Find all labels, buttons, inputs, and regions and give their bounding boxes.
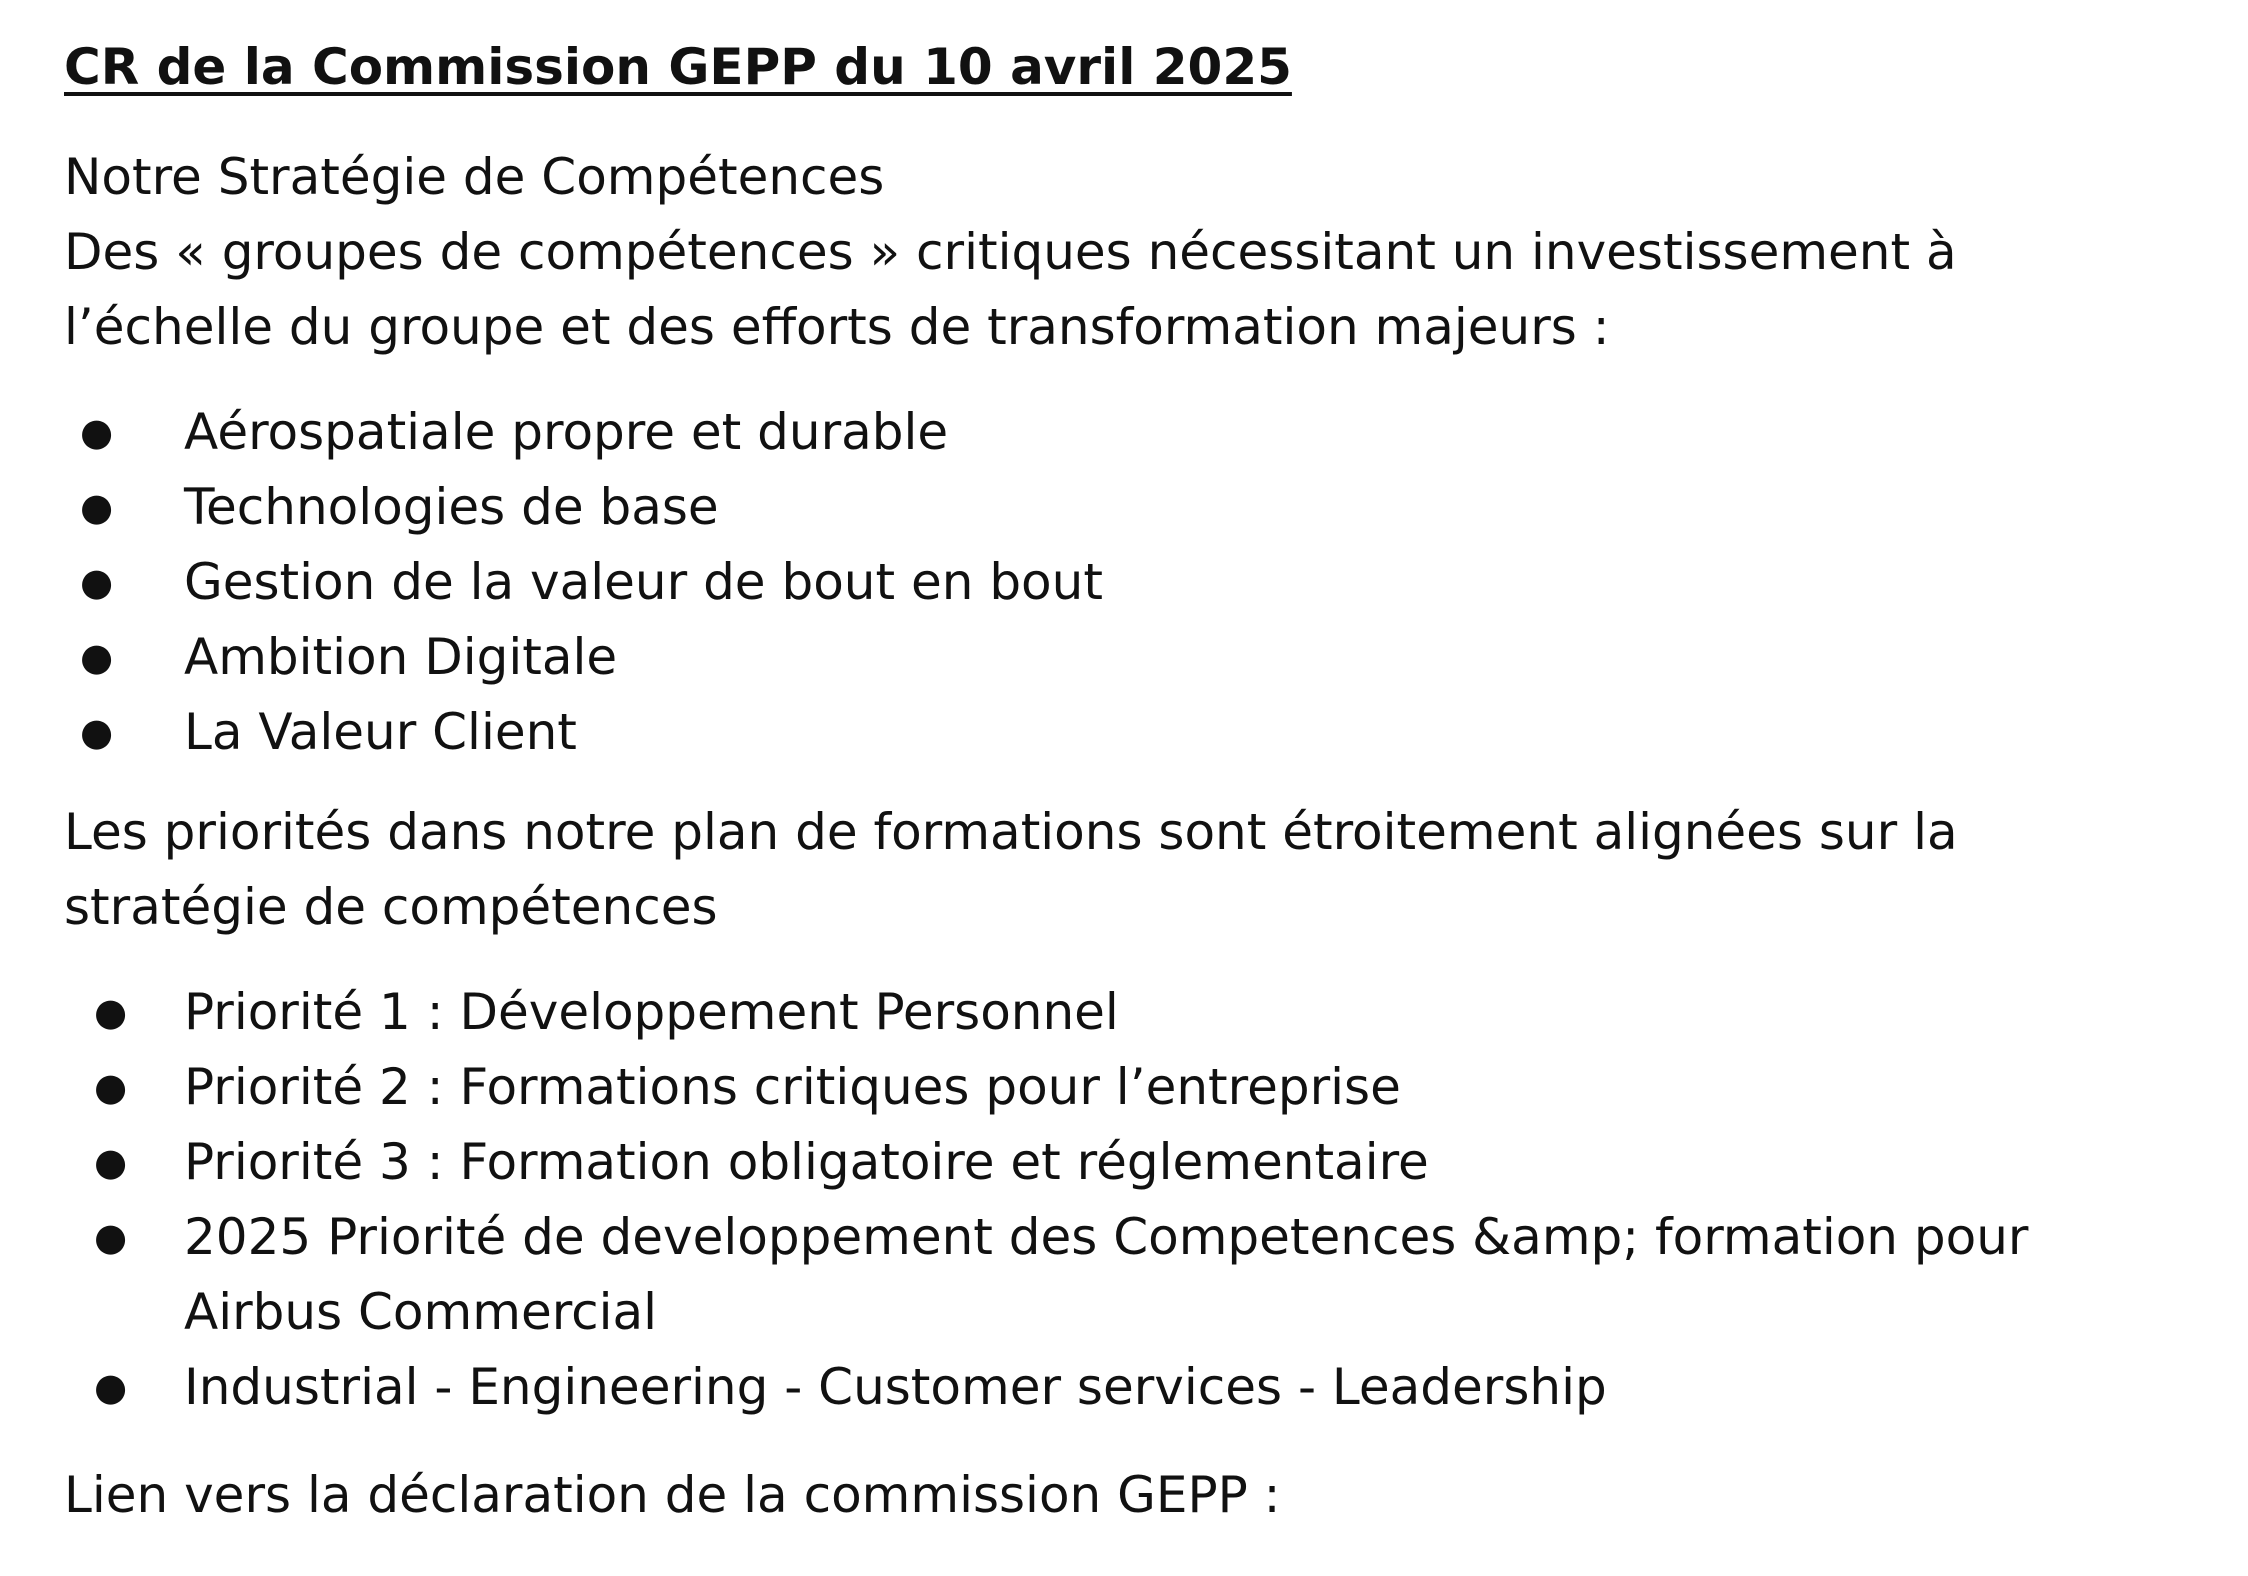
bullet-icon: ●: [80, 560, 114, 604]
list-item-text: Gestion de la valeur de bout en bout: [184, 553, 1103, 611]
list-item-text: Priorité 2 : Formations critiques pour l’entreprise: [184, 1058, 1401, 1116]
groups-intro: [64, 215, 2164, 365]
bullet-icon: ●: [94, 1215, 128, 1259]
bullet-icon: ●: [94, 1365, 128, 1409]
priorities-intro-text: Les priorités dans notre plan de formations sont étroitement alignées sur la stratégie de compétences: [64, 803, 1958, 936]
list-item-text: Industrial - Engineering - Customer services - Leadership: [184, 1358, 1607, 1416]
list-item-text: Priorité 3 : Formation obligatoire et réglementaire: [184, 1133, 1429, 1191]
strategy-heading: Notre Stratégie de Compétences: [64, 148, 885, 206]
document-title: CR de la Commission GEPP du 10 avril 2025: [64, 38, 1292, 96]
commission-link-label: Lien vers la déclaration de la commission GEPP :: [64, 1466, 1281, 1524]
priorities-intro: [64, 795, 2164, 945]
list-item-text: Technologies de base: [184, 478, 719, 536]
bullet-icon: ●: [94, 1065, 128, 1109]
bullet-icon: ●: [94, 1140, 128, 1184]
list-item-text: 2025 Priorité de developpement des Competences &amp; formation pour Airbus Commercial: [184, 1208, 2029, 1341]
bullet-icon: ●: [80, 635, 114, 679]
bullet-icon: ●: [80, 485, 114, 529]
list-item-text: Aérospatiale propre et durable: [184, 403, 949, 461]
bullet-icon: ●: [80, 710, 114, 754]
bullet-icon: ●: [94, 990, 128, 1034]
groups-intro-text: Des « groupes de compétences » critiques nécessitant un investissement à l’échelle du groupe et des efforts de transformation majeurs :: [64, 223, 1957, 356]
bullet-icon: ●: [80, 410, 114, 454]
list-item-text: Ambition Digitale: [184, 628, 618, 686]
list-item-text: Priorité 1 : Développement Personnel: [184, 983, 1119, 1041]
list-item-text: La Valeur Client: [184, 703, 577, 761]
